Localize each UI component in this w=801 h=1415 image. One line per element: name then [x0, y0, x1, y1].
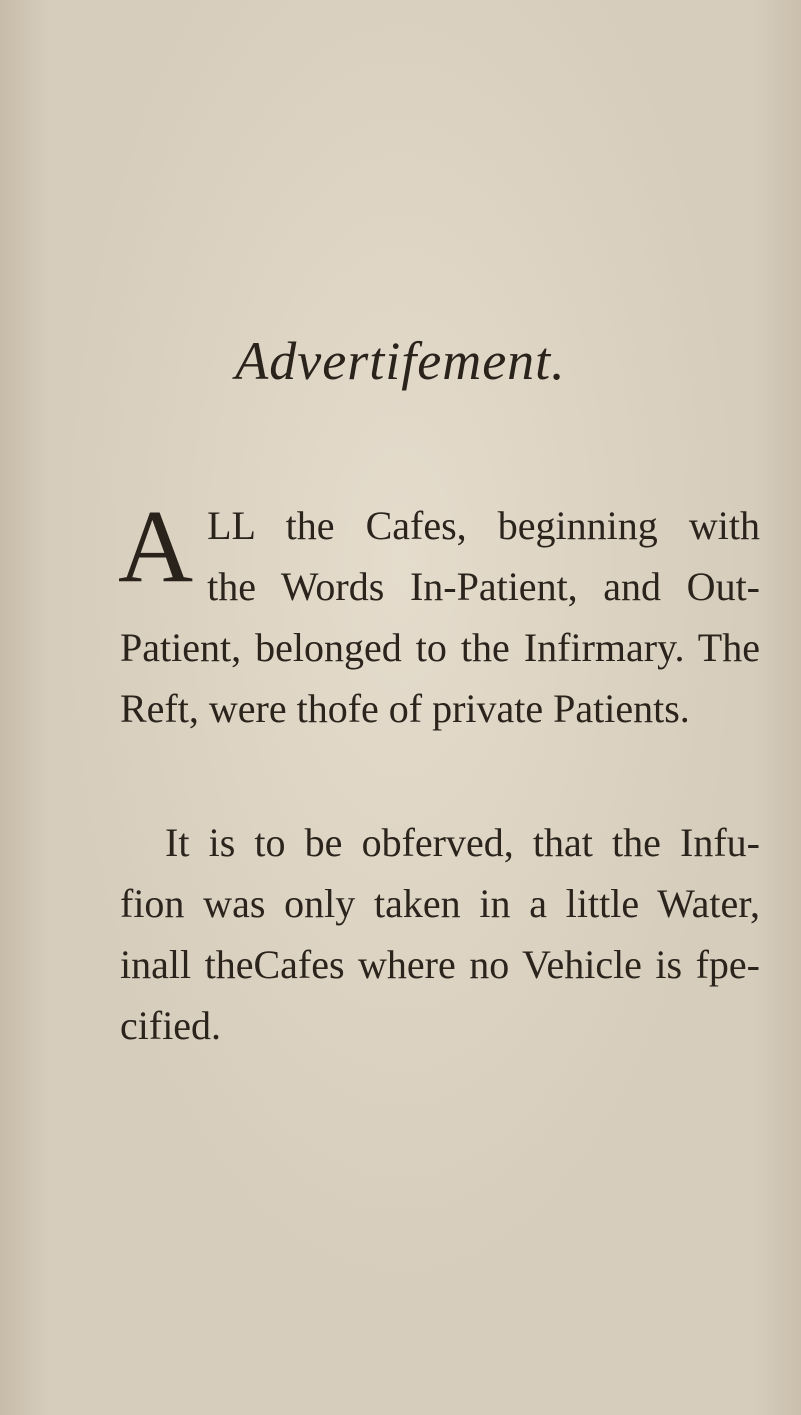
paragraph-2-line-1: It is to be obferved, that the Infu- [165, 820, 760, 865]
paragraph-1 [118, 489, 760, 739]
paragraph-1-line-3: Patient, belonged to the Infirmary. The [120, 625, 760, 670]
paragraph-2 [120, 812, 760, 1056]
page-heading: Advertifement. [235, 331, 566, 391]
drop-cap: A [118, 489, 194, 604]
paragraph-2-line-2: fion was only taken in a little Water, [120, 881, 760, 926]
paragraph-2-line-3: inall theCafes where no Vehicle is fpe- [120, 942, 760, 987]
paragraph-1-line-1: LL the Cafes, beginning with [207, 503, 760, 548]
paragraph-1-line-2: the Words In-Patient, and Out- [207, 564, 760, 609]
paragraph-2-line-4: cified. [120, 1003, 222, 1048]
paragraph-1-line-4: Reft, were thofe of private Patients. [120, 686, 690, 731]
